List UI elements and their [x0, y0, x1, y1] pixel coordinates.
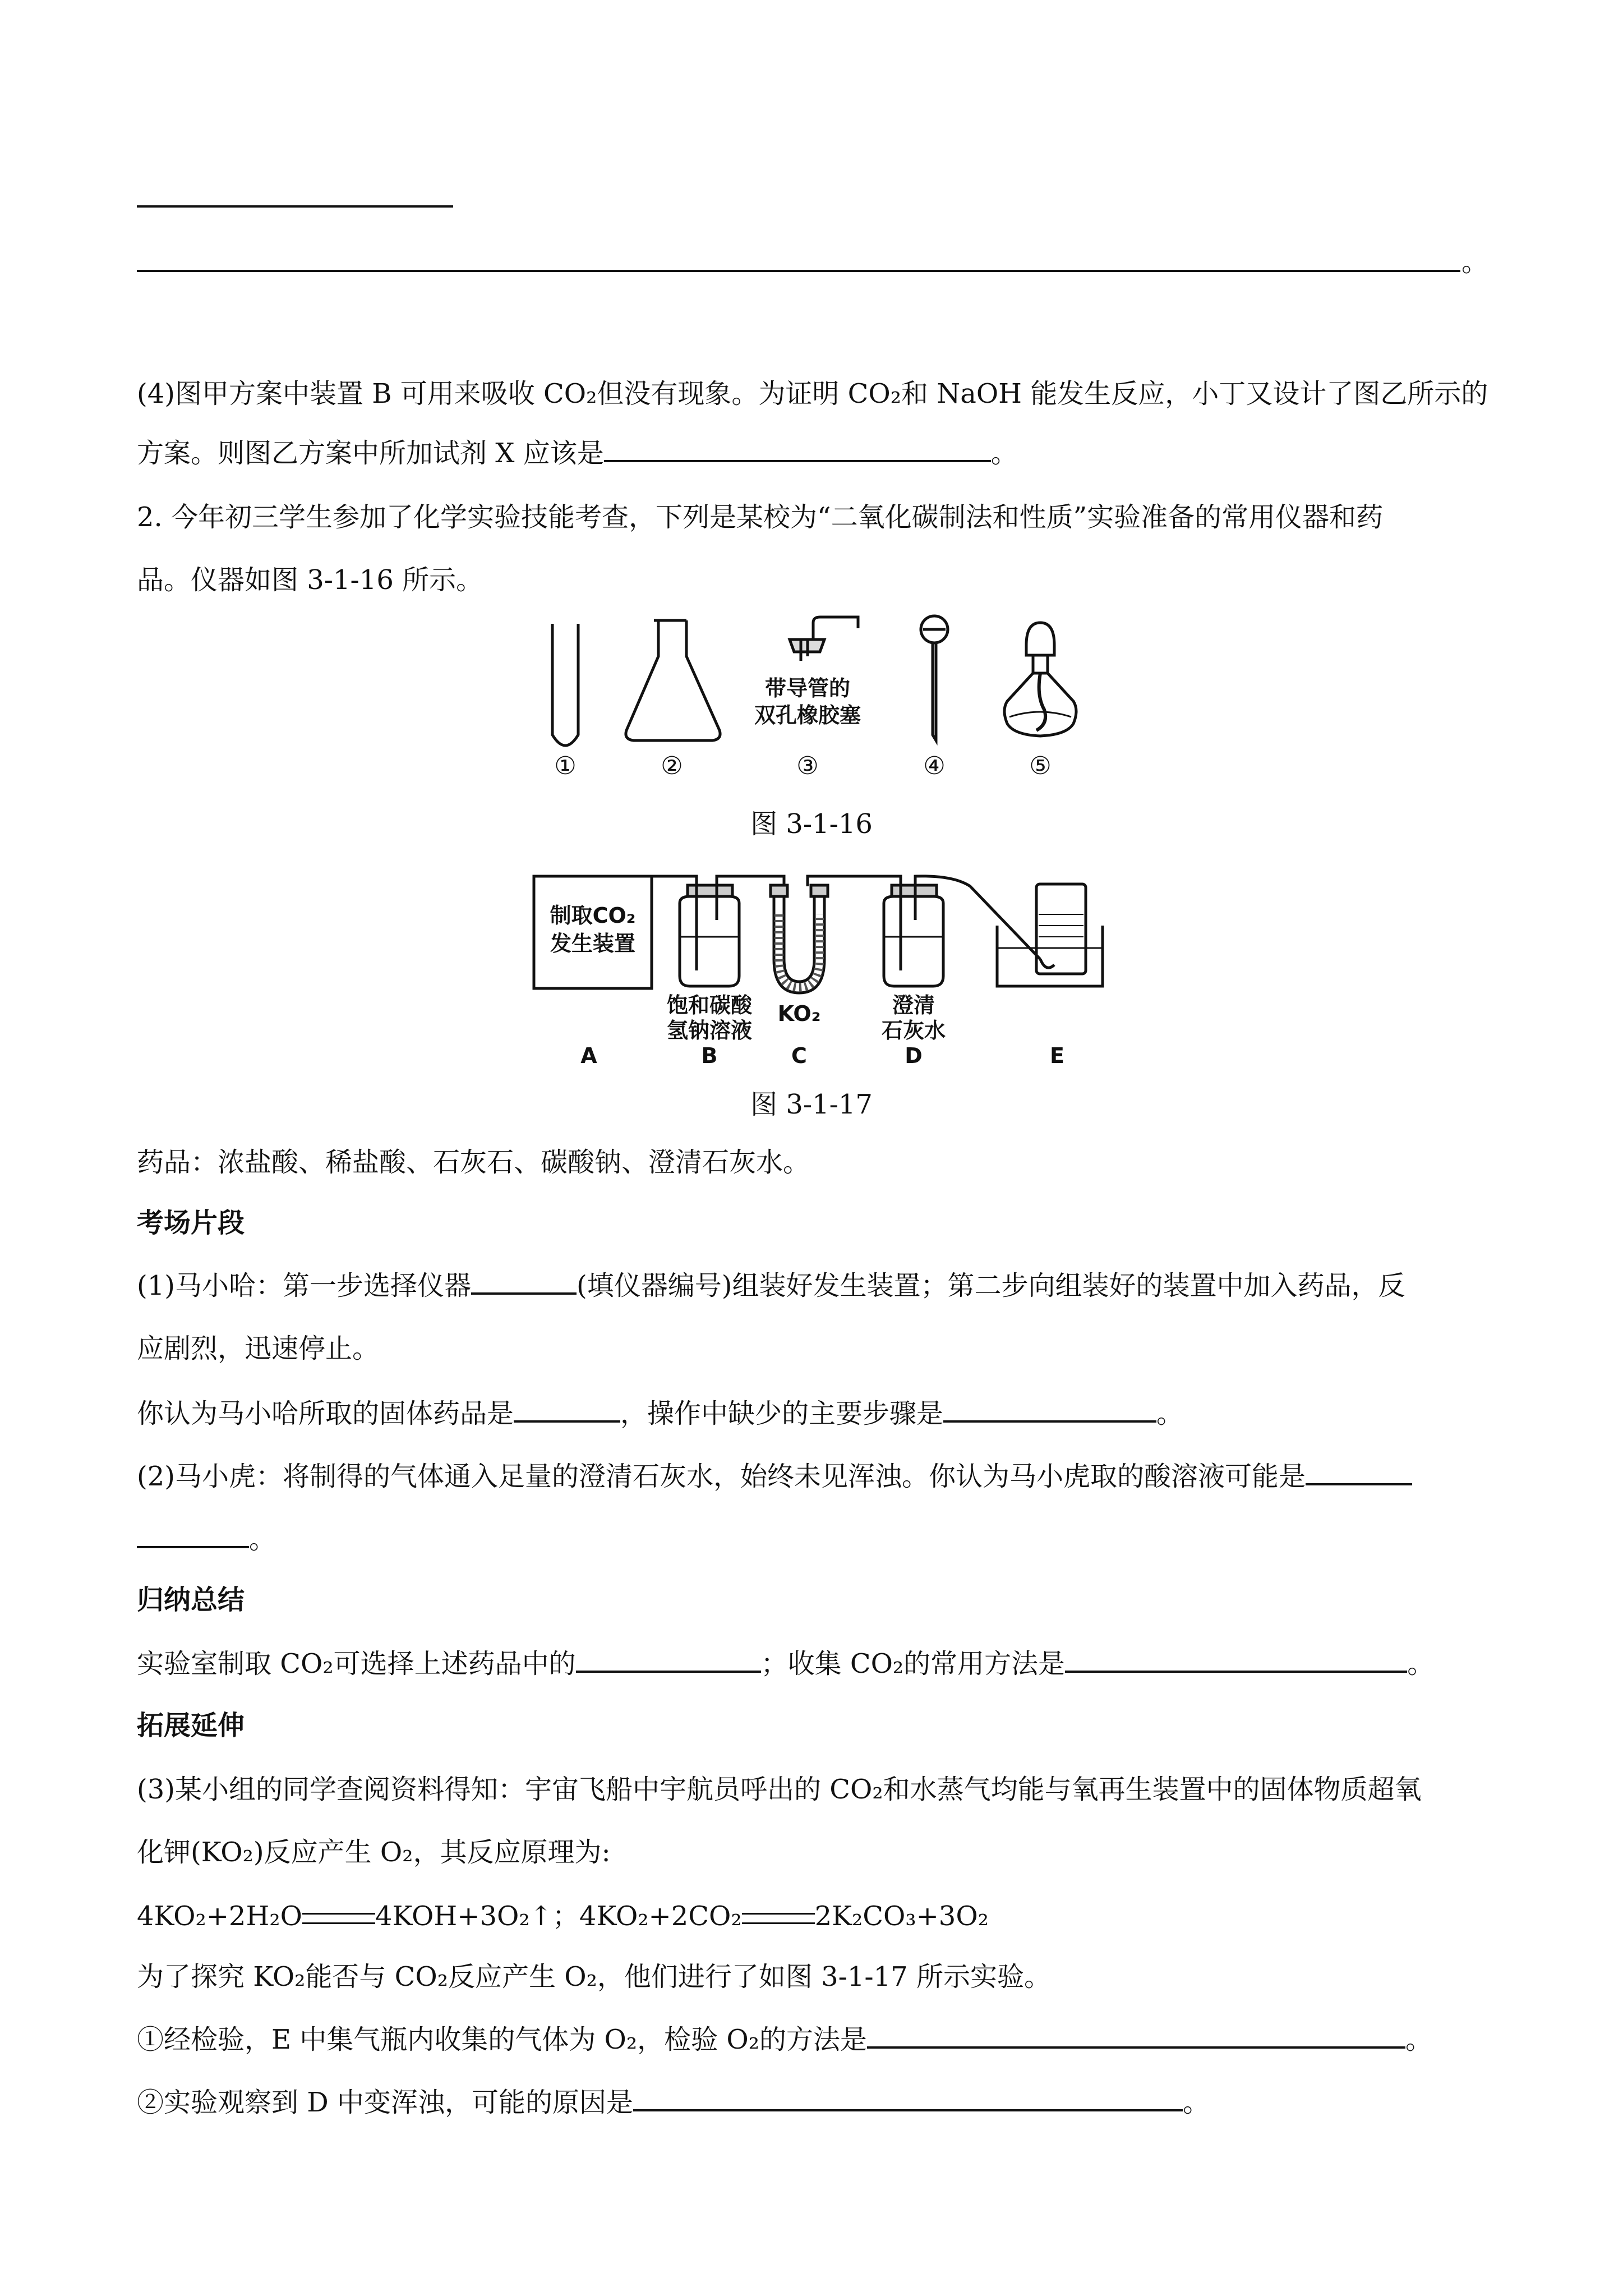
- p2-line2: [137, 1522, 276, 1556]
- p1-text-c: 你认为马小哈所取的固体药品是: [137, 1398, 514, 1429]
- summary-text-a: 实验室制取 CO₂可选择上述药品中的: [137, 1648, 576, 1680]
- turbid-reason-blank[interactable]: [633, 2086, 1183, 2111]
- eq1-reactants: 4KO₂+2H₂O: [137, 1901, 302, 1932]
- p1-solid-blank[interactable]: [514, 1397, 620, 1423]
- figure-number-1: ①: [554, 752, 577, 780]
- p3-sub2: [137, 2086, 1210, 2119]
- summary-method-blank[interactable]: [1065, 1647, 1407, 1673]
- figure-number-4: ④: [923, 752, 946, 780]
- eq2-arrow: [742, 1913, 815, 1924]
- long-neck-funnel-icon: [921, 616, 948, 740]
- figure-number-5: ⑤: [1029, 752, 1052, 780]
- p1-text-d: ，操作中缺少的主要步骤是: [620, 1398, 944, 1429]
- stopper-label-2: 双孔橡胶塞: [754, 703, 861, 728]
- p3-line2: 化钾(KO₂)反应产生 O₂，其反应原理为:: [137, 1837, 611, 1868]
- eq1-products: 4KOH+3O₂↑；: [375, 1901, 579, 1932]
- period: 。: [1461, 246, 1489, 278]
- d-label-1: 澄清: [892, 993, 935, 1018]
- q4-line2: [137, 436, 1018, 470]
- section-heading-summary: 归纳总结: [137, 1584, 245, 1616]
- bottle-b-icon: [680, 885, 739, 986]
- p1-text-e: 。: [1156, 1398, 1184, 1429]
- p3-sub1-text: ①经检验，E 中集气瓶内收集的气体为 O₂，检验 O₂的方法是: [137, 2024, 868, 2055]
- p1-line2: 应剧烈，迅速停止。: [137, 1333, 380, 1364]
- drugs-line: 药品：浓盐酸、稀盐酸、石灰石、碳酸钠、澄清石灰水。: [137, 1147, 810, 1178]
- p3-line4: 为了探究 KO₂能否与 CO₂反应产生 O₂，他们进行了如图 3-1-17 所示实验。: [137, 1961, 1051, 1993]
- p2-acid-blank-a[interactable]: [1306, 1460, 1412, 1485]
- q4-line1: (4)图甲方案中装置 B 可用来吸收 CO₂但没有现象。为证明 CO₂和 NaOH 能发生反应，小丁又设计了图乙所示的: [137, 378, 1488, 409]
- q2-line1: 2. 今年初三学生参加了化学实验技能考查，下列是某校为“二氧化碳制法和性质”实验准备的常用仪器和药: [137, 501, 1384, 533]
- p3-line1: (3)某小组的同学查阅资料得知：宇宙飞船中宇航员呼出的 CO₂和水蒸气均能与氧再生装置中的固体物质超氧: [137, 1774, 1422, 1805]
- q4-answer-blank[interactable]: [604, 436, 991, 462]
- d-label-2: 石灰水: [881, 1018, 946, 1043]
- p3-sub1: [137, 2023, 1432, 2056]
- figure-3-1-17: [0, 853, 1623, 1066]
- u-tube-c-icon: [771, 885, 828, 993]
- figure-number-2: ②: [661, 752, 683, 780]
- letter-a: A: [580, 1043, 597, 1066]
- p3-sub2-end: 。: [1183, 2087, 1210, 2118]
- q4-line2-end: 。: [990, 438, 1018, 469]
- box-label-1: 制取CO₂: [550, 903, 636, 928]
- p3-sub2-text: ②实验观察到 D 中变浑浊，可能的原因是: [137, 2087, 634, 2118]
- p3-sub1-end: 。: [1405, 2024, 1433, 2055]
- o2-test-blank[interactable]: [867, 2023, 1405, 2049]
- summary-drug-blank[interactable]: [576, 1647, 761, 1673]
- p2-end: 。: [249, 1524, 276, 1555]
- p2-text: (2)马小虎：将制得的气体通入足量的澄清石灰水，始终未见浑浊。你认为马小虎取的酸溶液可能是: [137, 1461, 1306, 1492]
- p1-step-blank[interactable]: [943, 1397, 1156, 1423]
- gas-collection-e-icon: [997, 884, 1103, 986]
- eq1-arrow: [302, 1913, 375, 1924]
- section-heading-exam: 考场片段: [137, 1207, 245, 1239]
- q4-line2-text: 方案。则图乙方案中所加试剂 X 应该是: [137, 438, 604, 469]
- letter-e: E: [1050, 1043, 1064, 1066]
- letter-d: D: [905, 1043, 923, 1066]
- figure-3-1-17-caption: 图 3-1-17: [750, 1089, 873, 1120]
- letter-b: B: [701, 1043, 718, 1066]
- summary-text-b: ；收集 CO₂的常用方法是: [760, 1648, 1066, 1680]
- p3-equations: [137, 1899, 989, 1933]
- b-label-1: 饱和碳酸: [666, 993, 753, 1018]
- c-label: KO₂: [777, 1001, 821, 1026]
- figure-3-1-16: [0, 611, 1623, 797]
- p2-acid-blank-b[interactable]: [137, 1522, 249, 1548]
- p1-line1: [137, 1269, 1405, 1303]
- test-tube-icon: [552, 624, 578, 746]
- eq2-products: 2K₂CO₃+3O₂: [814, 1901, 989, 1932]
- p1-text-a: (1)马小哈：第一步选择仪器: [137, 1270, 471, 1301]
- summary-line: [137, 1647, 1434, 1681]
- letter-c: C: [791, 1043, 807, 1066]
- conical-flask-icon: [626, 620, 720, 740]
- alcohol-lamp-icon: [1004, 623, 1076, 736]
- b-label-2: 氢钠溶液: [666, 1018, 753, 1043]
- p1-line3: [137, 1397, 1183, 1430]
- figure-number-3: ③: [796, 752, 819, 780]
- bottle-d-icon: [884, 885, 943, 986]
- eq2-reactants: 4KO₂+2CO₂: [579, 1901, 742, 1932]
- box-label-2: 发生装置: [550, 931, 636, 956]
- p1-instrument-blank[interactable]: [471, 1269, 577, 1295]
- q2-line2: 品。仪器如图 3-1-16 所示。: [137, 564, 483, 596]
- rubber-stopper-icon: [790, 617, 858, 661]
- p2-line1: [137, 1460, 1412, 1493]
- figure-3-1-16-caption: 图 3-1-16: [750, 808, 873, 840]
- answer-blank-short[interactable]: [137, 205, 453, 208]
- summary-text-c: 。: [1407, 1648, 1435, 1680]
- stopper-label-1: 带导管的: [764, 676, 851, 701]
- answer-blank-long[interactable]: [137, 270, 1460, 272]
- p1-text-b: (填仪器编号)组装好发生装置；第二步向组装好的装置中加入药品，反: [577, 1270, 1405, 1301]
- section-heading-extension: 拓展延伸: [137, 1710, 245, 1741]
